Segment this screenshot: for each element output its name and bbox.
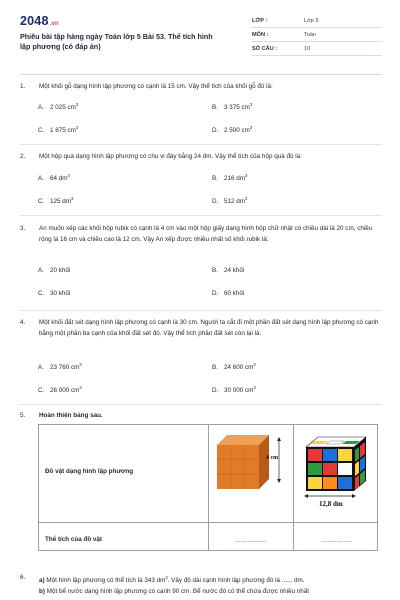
option-value: 2 500 cm [224,127,250,135]
site-logo[interactable] [20,14,59,28]
meta-key: SỐ CÂU : [252,46,278,52]
option-sup: 3 [245,196,248,201]
option-1b[interactable] [212,102,252,111]
option-sup: 3 [253,362,256,367]
option-label: A. [38,104,44,112]
option-label: B. [212,104,218,112]
dimension-line [304,493,356,499]
question-divider [20,215,382,216]
option-sup: 3 [71,196,74,201]
answer-blank-rubik[interactable]: .................. [321,537,353,544]
sub-text: Một bể nước dạng hình lập phương có cạnh 90 cm. Bể nước đó có thể chứa được nhiều nhất [46,587,310,595]
option-label: A. [38,267,44,274]
option-2c[interactable] [38,196,73,205]
option-value: 20 khối [50,267,71,274]
option-value: 30 khối [50,290,71,297]
table-divider [39,522,377,523]
box-dimension-label: 4 cm [266,455,279,461]
option-value: 3 375 cm [224,104,250,112]
option-1a[interactable] [38,102,78,111]
option-sup: 3 [249,125,253,130]
option-label: C. [38,290,45,297]
option-value: 125 dm [50,198,72,206]
option-3b[interactable] [212,267,244,274]
answer-blank-box[interactable]: .................. [235,537,267,544]
worksheet-header [20,14,382,72]
option-label: D. [212,198,219,206]
meta-key: MÔN : [252,32,269,38]
option-label: D. [212,290,219,297]
table-divider [293,425,294,550]
question-6a [39,573,379,587]
question-divider [20,310,382,311]
option-2d[interactable] [212,196,247,205]
option-value: 64 dm [50,175,68,183]
option-4c[interactable] [38,385,82,394]
option-label: B. [212,175,218,183]
option-label: C. [38,127,45,135]
sub-sup: 3 [165,575,168,580]
option-value: 216 dm [224,175,246,183]
option-value: 24 khối [224,267,245,274]
option-value: 2 025 cm [50,104,76,112]
page-title: Phiếu bài tập hàng ngày Toán lớp 5 Bài 53. Thể tích hình lập phương (có đáp án) [20,32,213,51]
rubik-dimension-label: 12,8 dm [319,500,343,508]
option-sup: 3 [253,385,256,390]
option-2a[interactable] [38,173,70,182]
question-text: Hoàn thiện bảng sau. [39,412,103,419]
option-label: C. [38,198,45,206]
question-text [39,573,379,597]
option-3c[interactable] [38,290,70,297]
meta-row-class [252,14,382,28]
option-label: C. [38,387,45,395]
option-4a[interactable] [38,362,82,371]
question-number: 1. [20,83,26,90]
option-label: A. [38,364,44,372]
option-label: D. [212,387,219,395]
question-number: 4. [20,319,26,326]
question-number: 3. [20,225,26,232]
table-divider [208,425,209,550]
logo-suffix: .vn [49,21,59,27]
option-value: 30 000 cm [224,387,254,395]
option-sup: 3 [75,125,79,130]
option-value: 23 760 cm [50,364,80,372]
option-1c[interactable] [38,125,78,134]
option-3a[interactable] [38,267,70,274]
option-2b[interactable] [212,173,247,182]
option-1d[interactable] [212,125,252,134]
meta-row-subject [252,28,382,42]
question-divider [20,144,382,145]
option-sup: 3 [79,385,82,390]
row-label-object: Đồ vật dạng hình lập phương [45,468,134,475]
question-divider [20,404,382,405]
option-label: D. [212,127,219,135]
header-divider [20,74,382,75]
row-label-volume: Thể tích của đồ vật [45,536,103,543]
meta-table [252,14,382,56]
question-text: An muốn xếp các khối hộp rubik có cạnh là 4 cm vào một hộp giấy dạng hình hộp chữ nhật có chiều dài là 20 cm, chiều rộng là 16 cm và chiều cao là 12 cm. Vậy An xếp được nhiều nhất số khối rubik là: [39,225,373,243]
question-text: Một khối gỗ dạng hình lập phương có cạnh là 15 cm. Vậy thể tích của khối gỗ đó là: [39,83,273,90]
meta-key: LỚP : [252,18,268,24]
meta-value: Lớp 5 [304,18,319,24]
meta-row-count [252,42,382,56]
option-value: 26 000 cm [50,387,80,395]
option-3d[interactable] [212,290,244,297]
rubik-cube-image [304,435,368,493]
sub-label: a) [39,577,45,585]
option-sup: 3 [75,102,79,107]
option-value: 60 khối [224,290,245,297]
option-value: 24 600 cm [224,364,254,372]
option-label: B. [212,364,218,372]
option-4d[interactable] [212,385,256,394]
meta-value: Toán [304,32,317,38]
option-sup: 3 [67,173,70,178]
volume-table [38,424,378,551]
logo-main: 2048 [20,14,49,28]
question-text: Một hộp quà dạng hình lập phương có chu vi đáy bằng 24 dm. Vậy thể tích của hộp quà đó là: [39,153,302,160]
option-value: 1 875 cm [50,127,76,135]
option-4b[interactable] [212,362,256,371]
wooden-box-image [215,433,273,491]
sub-text-tail: . Vậy độ dài cạnh hình lập phương đó là ...... dm. [167,577,305,585]
option-sup: 3 [79,362,82,367]
option-label: A. [38,175,44,183]
sub-text: Một hình lập phương có thể tích là 343 dm [46,577,166,585]
question-number: 2. [20,153,26,160]
question-number: 5. [20,412,26,419]
question-number: 6. [20,574,26,581]
option-value: 512 dm [224,198,246,206]
meta-value: 10 [304,46,311,52]
option-sup: 3 [249,102,253,107]
question-6b [39,587,379,598]
option-sup: 3 [245,173,248,178]
sub-label: b) [39,587,45,595]
question-text: Một khối đất sét dạng hình lập phương có cạnh là 30 cm. Người ta cắt đi một phần đất sét dạng hình lập phương có cạnh bằng một phần ba cạnh của khối đất sét đó. Vậy thể tích phần đất sét còn lại là: [39,319,379,337]
option-label: B. [212,267,218,274]
